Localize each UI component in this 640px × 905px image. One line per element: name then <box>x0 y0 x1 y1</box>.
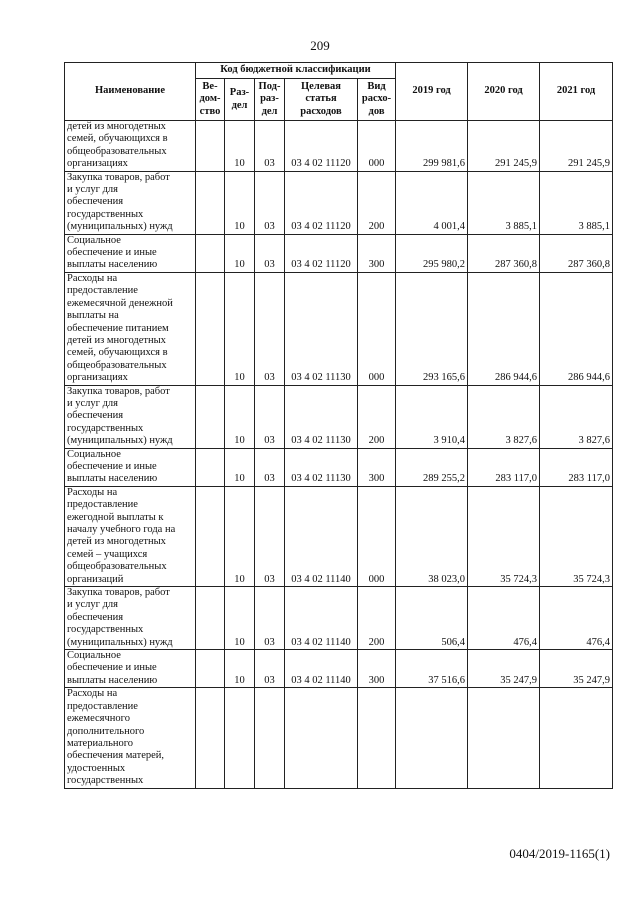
document-code: 0404/2019-1165(1) <box>509 846 610 861</box>
cell-razdel <box>225 688 255 788</box>
cell-2021: 35 247,9 <box>540 650 613 688</box>
cell-target-article: 03 4 02 11130 <box>285 385 358 448</box>
cell-expense-type: 200 <box>358 587 396 650</box>
cell-2021: 287 360,8 <box>540 234 613 272</box>
cell-podrazdel: 03 <box>255 121 285 172</box>
table-row <box>65 171 613 234</box>
cell-podrazdel: 03 <box>255 650 285 688</box>
cell-podrazdel: 03 <box>255 171 285 234</box>
cell-2019: 3 910,4 <box>396 385 468 448</box>
table-row <box>65 650 613 688</box>
cell-name: Расходы на предоставление ежегодной выплаты к началу учебного года на детей из многодетных семей – учащихся общеобразовательных организаций <box>65 486 196 586</box>
header-expense-type: Вид расхо- дов <box>358 79 396 121</box>
header-podrazdel: Под- раз- дел <box>255 79 285 121</box>
cell-name: Закупка товаров, работ и услуг для обеспечения государственных (муниципальных) нужд <box>65 171 196 234</box>
cell-2019: 293 165,6 <box>396 272 468 385</box>
header-target-article: Целевая статья расходов <box>285 79 358 121</box>
cell-target-article: 03 4 02 11130 <box>285 272 358 385</box>
cell-razdel: 10 <box>225 272 255 385</box>
header-razdel: Раз- дел <box>225 79 255 121</box>
cell-vedomstvo <box>196 385 225 448</box>
cell-target-article: 03 4 02 11140 <box>285 587 358 650</box>
cell-target-article <box>285 688 358 788</box>
cell-2021: 291 245,9 <box>540 121 613 172</box>
cell-vedomstvo <box>196 234 225 272</box>
cell-vedomstvo <box>196 650 225 688</box>
cell-2020 <box>468 688 540 788</box>
cell-name: Социальное обеспечение и иные выплаты населению <box>65 448 196 486</box>
cell-name: Расходы на предоставление ежемесячной денежной выплаты на обеспечение питанием детей из многодетных семей, обучающихся в общеобразовательных организациях <box>65 272 196 385</box>
table-row <box>65 385 613 448</box>
cell-2019: 295 980,2 <box>396 234 468 272</box>
table-body <box>65 121 613 789</box>
cell-2019: 37 516,6 <box>396 650 468 688</box>
cell-razdel: 10 <box>225 448 255 486</box>
cell-razdel: 10 <box>225 385 255 448</box>
cell-expense-type: 000 <box>358 121 396 172</box>
budget-table <box>64 62 613 789</box>
cell-expense-type: 300 <box>358 234 396 272</box>
cell-2020: 35 247,9 <box>468 650 540 688</box>
header-name: Наименование <box>65 63 196 121</box>
cell-podrazdel: 03 <box>255 272 285 385</box>
cell-expense-type: 200 <box>358 171 396 234</box>
cell-vedomstvo <box>196 121 225 172</box>
cell-razdel: 10 <box>225 486 255 586</box>
cell-razdel: 10 <box>225 121 255 172</box>
cell-podrazdel: 03 <box>255 234 285 272</box>
cell-razdel: 10 <box>225 234 255 272</box>
header-vedomstvo: Ве- дом- ство <box>196 79 225 121</box>
cell-2021: 3 885,1 <box>540 171 613 234</box>
header-year-2021: 2021 год <box>540 63 613 121</box>
cell-2019: 4 001,4 <box>396 171 468 234</box>
cell-podrazdel: 03 <box>255 385 285 448</box>
cell-name: Расходы на предоставление ежемесячного дополнительного материального обеспечения матерей, удостоенных государственных <box>65 688 196 788</box>
cell-2020: 286 944,6 <box>468 272 540 385</box>
cell-name: детей из многодетных семей, обучающихся в общеобразовательных организациях <box>65 121 196 172</box>
cell-2021 <box>540 688 613 788</box>
cell-target-article: 03 4 02 11120 <box>285 234 358 272</box>
header-year-2019: 2019 год <box>396 63 468 121</box>
cell-vedomstvo <box>196 448 225 486</box>
cell-2020: 3 827,6 <box>468 385 540 448</box>
cell-2021: 286 944,6 <box>540 272 613 385</box>
cell-podrazdel: 03 <box>255 587 285 650</box>
cell-2019: 38 023,0 <box>396 486 468 586</box>
cell-2019: 289 255,2 <box>396 448 468 486</box>
cell-2020: 283 117,0 <box>468 448 540 486</box>
cell-vedomstvo <box>196 486 225 586</box>
cell-2020: 291 245,9 <box>468 121 540 172</box>
cell-expense-type: 000 <box>358 272 396 385</box>
cell-name: Закупка товаров, работ и услуг для обеспечения государственных (муниципальных) нужд <box>65 587 196 650</box>
cell-2021: 35 724,3 <box>540 486 613 586</box>
table-row <box>65 587 613 650</box>
cell-vedomstvo <box>196 272 225 385</box>
cell-name: Закупка товаров, работ и услуг для обеспечения государственных (муниципальных) нужд <box>65 385 196 448</box>
cell-podrazdel: 03 <box>255 486 285 586</box>
cell-razdel: 10 <box>225 587 255 650</box>
table-row <box>65 448 613 486</box>
cell-2021: 283 117,0 <box>540 448 613 486</box>
cell-expense-type: 200 <box>358 385 396 448</box>
table-row <box>65 486 613 586</box>
cell-expense-type: 000 <box>358 486 396 586</box>
header-budget-code-group: Код бюджетной классификации <box>196 63 396 79</box>
cell-razdel: 10 <box>225 650 255 688</box>
cell-name: Социальное обеспечение и иные выплаты населению <box>65 234 196 272</box>
cell-2020: 35 724,3 <box>468 486 540 586</box>
cell-expense-type: 300 <box>358 448 396 486</box>
cell-podrazdel: 03 <box>255 448 285 486</box>
cell-2019: 506,4 <box>396 587 468 650</box>
cell-2021: 3 827,6 <box>540 385 613 448</box>
table-row <box>65 272 613 385</box>
cell-2020: 476,4 <box>468 587 540 650</box>
cell-target-article: 03 4 02 11120 <box>285 121 358 172</box>
cell-2020: 3 885,1 <box>468 171 540 234</box>
cell-target-article: 03 4 02 11120 <box>285 171 358 234</box>
page-number: 209 <box>310 38 330 53</box>
table-row <box>65 234 613 272</box>
table-row <box>65 688 613 788</box>
table-row <box>65 121 613 172</box>
cell-2019 <box>396 688 468 788</box>
cell-vedomstvo <box>196 688 225 788</box>
cell-razdel: 10 <box>225 171 255 234</box>
cell-target-article: 03 4 02 11130 <box>285 448 358 486</box>
header-year-2020: 2020 год <box>468 63 540 121</box>
cell-2020: 287 360,8 <box>468 234 540 272</box>
cell-vedomstvo <box>196 171 225 234</box>
cell-2019: 299 981,6 <box>396 121 468 172</box>
cell-2021: 476,4 <box>540 587 613 650</box>
cell-expense-type <box>358 688 396 788</box>
cell-podrazdel <box>255 688 285 788</box>
cell-expense-type: 300 <box>358 650 396 688</box>
cell-name: Социальное обеспечение и иные выплаты населению <box>65 650 196 688</box>
cell-vedomstvo <box>196 587 225 650</box>
cell-target-article: 03 4 02 11140 <box>285 650 358 688</box>
cell-target-article: 03 4 02 11140 <box>285 486 358 586</box>
